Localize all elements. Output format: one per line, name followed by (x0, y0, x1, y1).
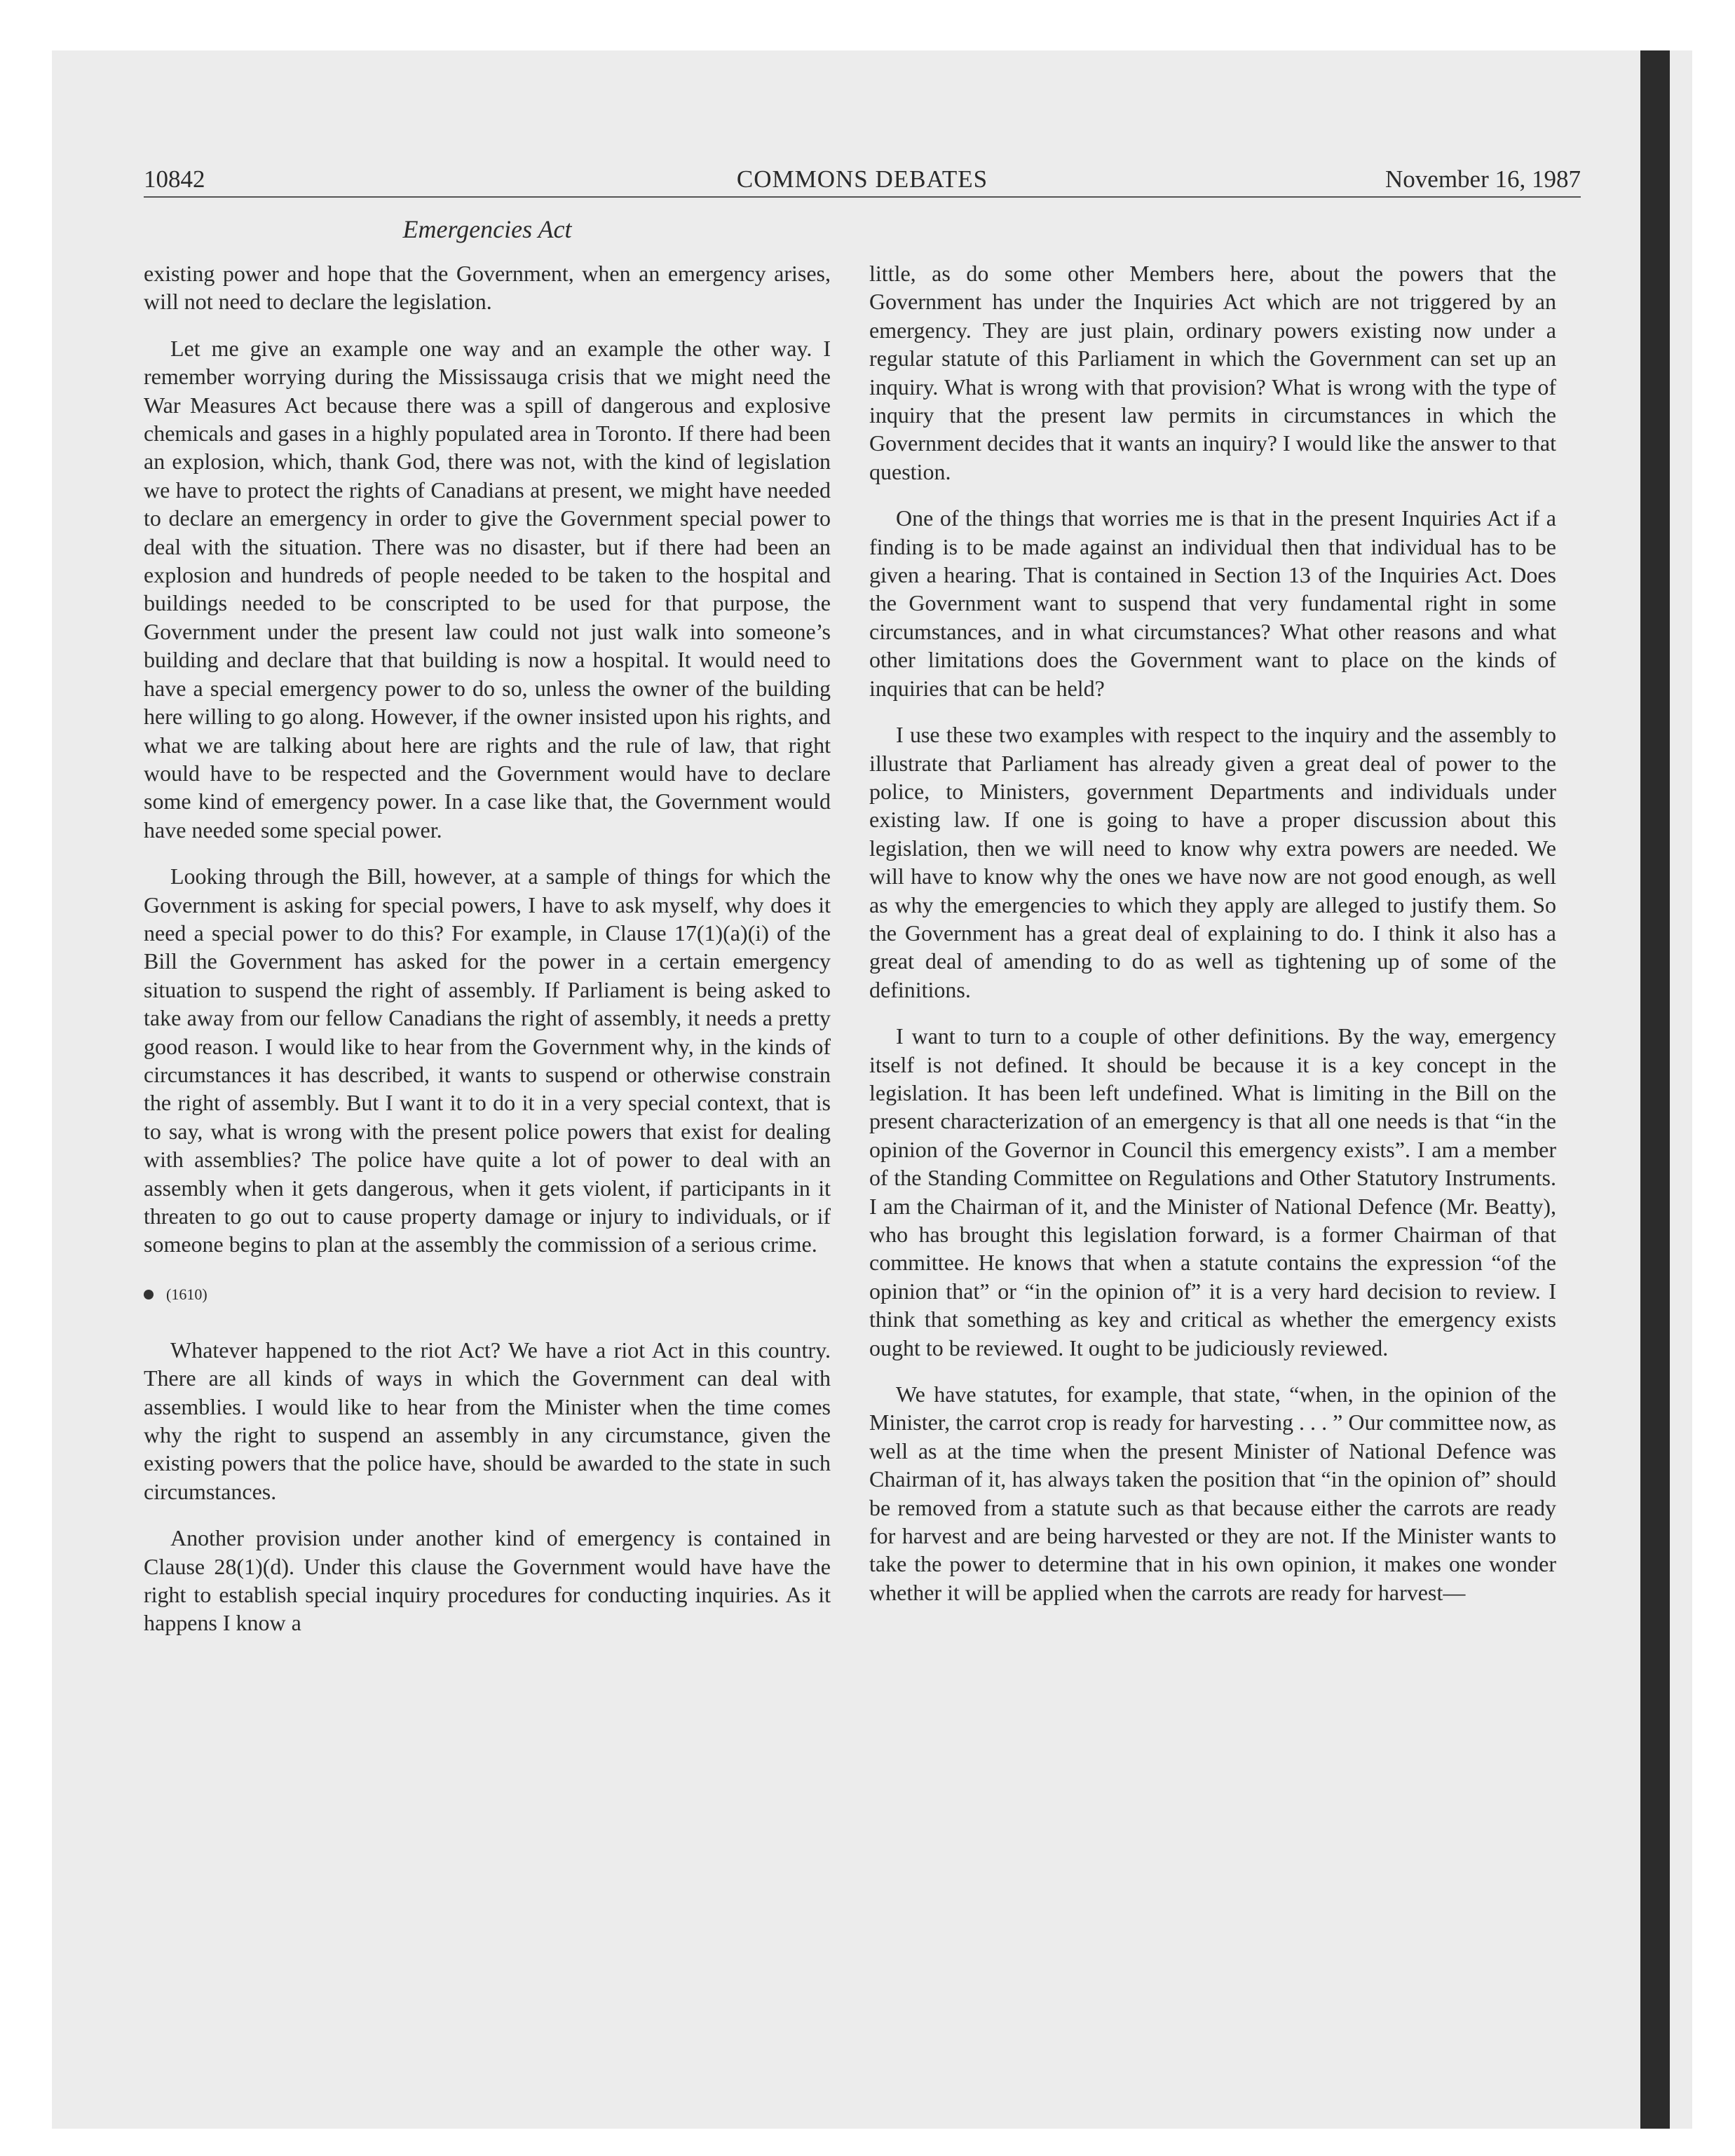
paragraph: existing power and hope that the Government, when an emergency arises, will not need to declare the legislation. (144, 261, 831, 315)
paragraph: Let me give an example one way and an example the other way. I remember worrying during the Mississauga crisis that we might need the War Measures Act because there was a spill of dangerous and explosive chemicals and gases in a highly populated area in Toronto. If there had been an explosion, which, thank God, there was not, with the kind of legislation we have to protect the rights of Canadians at present, we might have needed to declare an emergency in order to give the Government special power to deal with the situation. There was no disaster, but if there had been an explosion and hundreds of people needed to be taken to the hospital and buildings needed to be conscripted to be used for that purpose, the Government under the present law could not just walk into someone’s building and declare that that building is now a hospital. It would need to have a special emergency power to do so, unless the owner of the building here willing to go along. However, if the owner insisted upon his rights, and what we are talking about here are rights and the rule of law, that right would have to be respected and the Government would have to declare some kind of emergency power. In a case like that, the Government would have needed some special power. (144, 335, 831, 842)
document-page (144, 0, 1581, 2156)
right-column (869, 259, 1556, 1625)
paragraph: Another provision under another kind of emergency is contained in Clause 28(1)(d). Under this clause the Government would have have the right to establish special inquiry procedures for conducting inquiries. As it happens I know a (144, 1525, 831, 1636)
paragraph: We have statutes, for example, that state, “when, in the opinion of the Minister, the carrot crop is ready for harvesting . . . ” Our committee now, as well as at the time when the present Minister of National Defence was Chairman of it, has always taken the position that “in the opinion of” should be removed from a statute such as that because either the carrots are ready for harvest and are being harvested or they are not. If the Minister wants to take the power to determine that in his own opinion, it makes one wonder whether it will be applied when the carrots are ready for harvest— (869, 1381, 1556, 1605)
scan-edge-shadow (1640, 50, 1670, 2129)
paragraph: Whatever happened to the riot Act? We have a riot Act in this country. There are all kinds of ways in which the Government can deal with assemblies. I would like to hear from the Minister when the time comes why the right to suspend an assembly in any circumstance, given the existing powers that the police have, should be awarded to the state in such circumstances. (144, 1337, 831, 1504)
paragraph: One of the things that worries me is that in the present Inquiries Act if a finding is to be made against an individual then that individual has to be given a hearing. That is contained in Section 13 of the Inquiries Act. Does the Government want to suspend that very fundamental right in some circumstances, and in what circumstances? What other reasons and what other limitations does the Government want to place on the kinds of inquiries that can be held? (869, 505, 1556, 701)
time-marker-label: (1610) (166, 1285, 207, 1303)
paragraph: I want to turn to a couple of other definitions. By the way, emergency itself is not defined. It should be because it is a key concept in the legislation. It has been left undefined. What is limiting in the Bill on the present characterization of an emergency is that all one needs is that “in the opinion of the Governor in Council this emergency exists”. I am a member of the Standing Committee on Regulations and Other Statutory Instruments. I am the Chairman of it, and the Minister of National Defence (Mr. Beatty), who has brought this legislation forward, is a former Chairman of that committee. He knows that when a statute contains the expression “of the opinion that” or “in the opinion of” it is a very hard decision to review. I think that something as key and critical as whether the emergency exists ought to be reviewed. It ought to be judiciously reviewed. (869, 1023, 1556, 1360)
publication-title: COMMONS DEBATES (736, 165, 988, 193)
page-header (144, 163, 1581, 198)
page-number: 10842 (144, 165, 205, 193)
header-date: November 16, 1987 (1385, 165, 1581, 193)
left-column (144, 259, 831, 1656)
paragraph: little, as do some other Members here, about the powers that the Government has under the Inquiries Act which are not triggered by an emergency. They are just plain, ordinary powers existing now under a regular statute of this Parliament in which the Government can set up an inquiry. What is wrong with that provision? What is wrong with the type of inquiry that the present law permits in circumstances in which the Government decides that it wants an inquiry? I would like the answer to that question. (869, 261, 1556, 484)
paragraph: Looking through the Bill, however, at a sample of things for which the Government is asking for special powers, I have to ask myself, why does it need a special power to do this? For example, in Clause 17(1)(a)(i) of the Bill the Government has asked for the power in a certain emergency situation to suspend the right of assembly. If Parliament is being asked to take away from our fellow Canadians the right of assembly, it needs a pretty good reason. I would like to hear from the Government why, in the kinds of circumstances it has described, it wants to suspend or otherwise constrain the right of assembly. But I want it to do it in a very special context, that is to say, what is wrong with the present police powers that exist for dealing with assemblies? The police have quite a lot of power to deal with an assembly when it gets dangerous, when it gets violent, if participants in it threaten to go out to cause property damage or injury to individuals, or if someone begins to plan at the assembly the commission of a serious crime. (144, 864, 831, 1257)
time-marker (144, 1284, 831, 1305)
paragraph: I use these two examples with respect to the inquiry and the assembly to illustrate that Parliament has already given a great deal of power to the police, to Ministers, government Departments and individuals under existing law. If one is going to have a proper discussion about this legislation, then we will need to know why extra powers are needed. We will have to know why the ones we have now are not good enough, as well as why the emergencies to which they apply are alleged to justify them. So the Government has a great deal of explaining to do. I think it also has a great deal of amending to do as well as tightening up of some of the definitions. (869, 722, 1556, 1002)
bullet-dot-icon (144, 1290, 154, 1299)
section-title: Emergencies Act (402, 215, 572, 243)
